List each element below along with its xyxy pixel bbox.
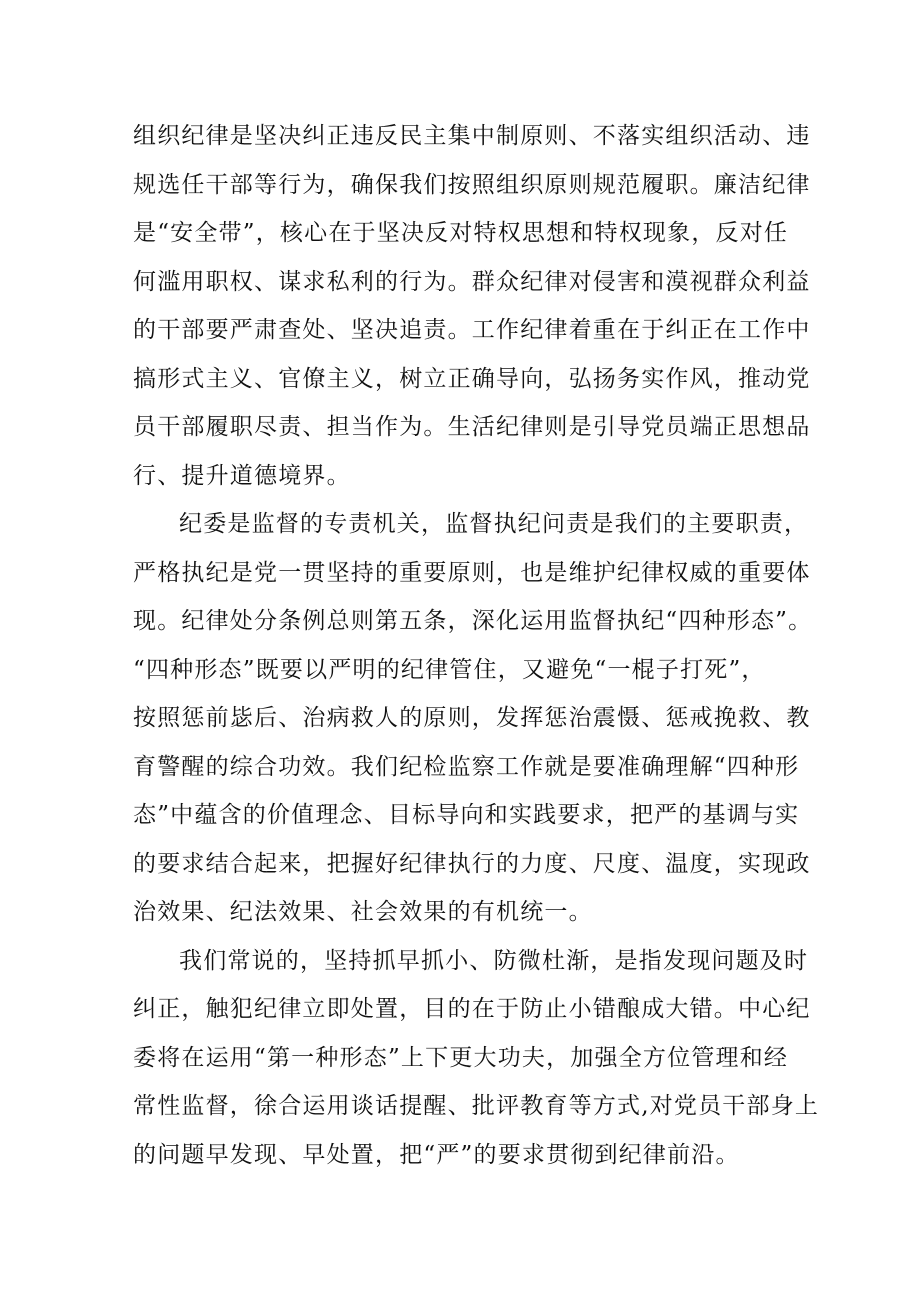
text-line: 委将在运用“第一种形态”上下更大功夫，加强全方位管理和经 [133,1044,789,1071]
text-line: 的问题早发现、早处置，把“严”的要求贯彻到纪律前沿。 [133,1141,740,1168]
text-line: 态”中蕴含的价值理念、目标导向和实践要求，把严的基调与实 [133,802,800,828]
text-line: 员干部履职尽责、担当作为。生活纪律则是引导党员端正思想品 [133,414,811,440]
text-line: 搞形式主义、官僚主义，树立正确导向，弘扬务实作风，推动党 [133,365,811,392]
text-line: 是“安全带”，核心在于坚决反对特权思想和特权现象，反对任 [133,220,789,246]
paragraph-organization-discipline [133,112,811,500]
text-line: 育警醒的综合功效。我们纪检监察工作就是要准确理解“四种形 [133,753,800,780]
text-line: 按照惩前毖后、治病救人的原则，发挥惩治震慑、惩戒挽救、教 [133,705,811,731]
text-line: 治效果、纪法效果、社会效果的有机统一。 [133,899,593,925]
paragraph-early-prevention [133,937,820,1180]
text-line: “四种形态”既要以严明的纪律管住，又避免“一棍子打死”， [133,656,766,683]
text-line: 现。纪律处分条例总则第五条，深化运用监督执纪“四种形态”。 [133,608,813,634]
paragraph-supervision [133,500,813,937]
text-line: 严格执纪是党一贯坚持的重要原则，也是维护纪律权威的重要体 [133,559,811,586]
text-line: 纪委是监督的专责机关，监督执纪问责是我们的主要职责， [179,511,809,537]
text-line: 何滥用职权、谋求私利的行为。群众纪律对侵害和漠视群众利益 [133,268,811,295]
text-line: 我们常说的，坚持抓早抓小、防微杜渐，是指发现问题及时 [179,947,809,974]
document-body [133,112,820,1179]
text-line: 组织纪律是坚决纠正违反民主集中制原则、不落实组织活动、违 [133,123,811,149]
text-line: 常性监督，徐合运用谈话提醒、批评教育等方式,对党员干部身上 [133,1093,820,1119]
text-line: 的干部要严肃查处、坚决追责。工作纪律着重在于纠正在工作中 [133,317,811,343]
text-line: 规选任干部等行为，确保我们按照组织原则规范履职。廉洁纪律 [133,171,811,198]
text-line: 的要求结合起来，把握好纪律执行的力度、尺度、温度，实现政 [133,850,811,877]
text-line: 行、提升道德境界。 [133,462,351,489]
text-line: 纠正，触犯纪律立即处置，目的在于防止小错酿成大错。中心纪 [133,996,811,1022]
